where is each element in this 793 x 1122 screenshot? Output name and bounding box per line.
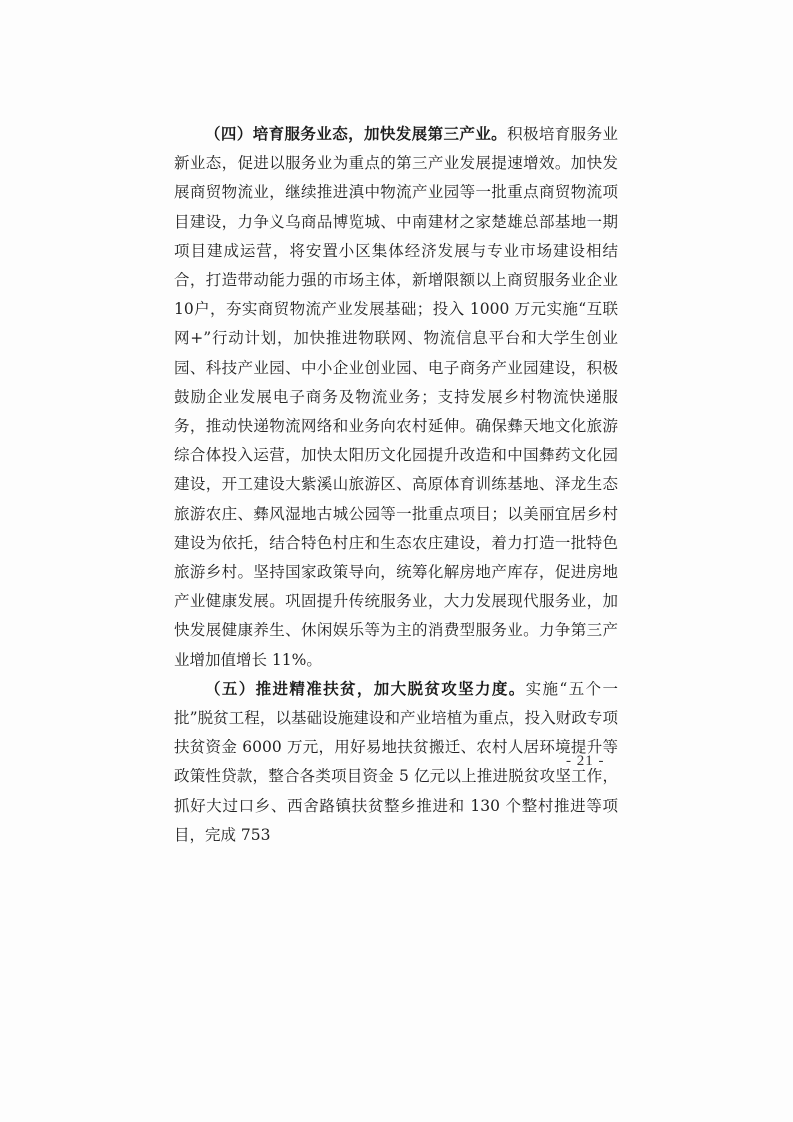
section-5-body: 实施“五个一批”脱贫工程，以基础设施建设和产业培植为重点，投入财政专项扶贫资金 6000 万元，用好易地扶贫搬迁、农村人居环境提升等政策性贷款，整合各类项目资金 5 亿元以上推进脱贫攻坚工作，抓好大过口乡、西舍路镇扶贫整乡推进和 130 个整村推进等项目，完成 753	[174, 679, 618, 844]
section-4-body: 积极培育服务业新业态，促进以服务业为重点的第三产业发展提速增效。加快发展商贸物流业，继续推进滇中物流产业园等一批重点商贸物流项目建设，力争义乌商品博览城、中南建材之家楚雄总部基地一期项目建成运营，将安置小区集体经济发展与专业市场建设相结合，打造带动能力强的市场主体，新增限额以上商贸服务业企业 10户，夯实商贸物流产业发展基础；投入 1000 万元实施“互联网+”行动计划，加快推进物联网、物流信息平台和大学生创业园、科技产业园、中小企业创业园、电子商务产业园建设，积极鼓励企业发展电子商务及物流业务；支持发展乡村物流快递服务，推动快递物流网络和业务向农村延伸。确保彝天地文化旅游综合体投入运营，加快太阳历文化园提升改造和中国彝药文化园建设，开工建设大紫溪山旅游区、高原体育训练基地、泽龙生态旅游农庄、彝风湿地古城公园等一批重点项目；以美丽宜居乡村建设为依托，结合特色村庄和生态农庄建设，着力打造一批特色旅游乡村。坚持国家政策导向，统筹化解房地产库存，促进房地产业健康发展。巩固提升传统服务业，大力发展现代服务业，加快发展健康养生、休闲娱乐等为主的消费型服务业。力争第三产业增加值增长 11%。	[174, 125, 618, 669]
body-text	[174, 120, 618, 850]
paragraph-section-4	[174, 120, 618, 675]
paragraph-section-5	[174, 675, 618, 850]
page-number: - 21 -	[566, 753, 605, 769]
section-5-heading: （五）推进精准扶贫，加大脱贫攻坚力度。	[205, 679, 526, 698]
section-4-heading: （四）培育服务业态，加快发展第三产业。	[205, 125, 508, 143]
